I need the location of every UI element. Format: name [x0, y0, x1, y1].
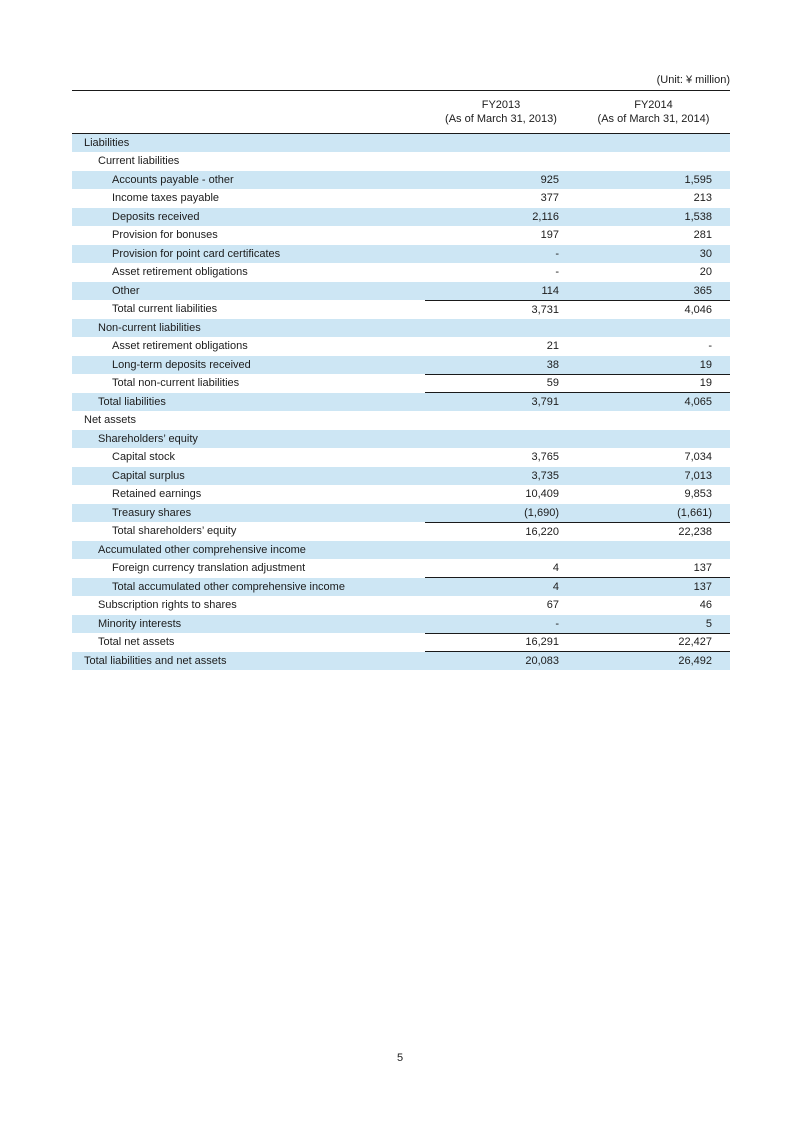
row-label: Total shareholders’ equity: [112, 525, 237, 538]
value-fy2013: [425, 134, 577, 153]
value-fy2013: 20,083: [425, 652, 577, 671]
value-fy2014: [577, 319, 730, 338]
table-body: [72, 134, 730, 671]
table-row: [72, 430, 730, 449]
table-row: [72, 522, 730, 541]
table-row: [72, 282, 730, 301]
value-fy2013: 3,791: [425, 393, 577, 412]
value-fy2013: 16,220: [425, 522, 577, 541]
value-fy2014: 19: [577, 374, 730, 393]
table-row: [72, 485, 730, 504]
table-header: [72, 91, 730, 134]
table-row: [72, 559, 730, 578]
table-row: [72, 171, 730, 190]
value-fy2014: 22,238: [577, 522, 730, 541]
value-fy2014: 46: [699, 599, 712, 612]
value-fy2014: [577, 430, 730, 449]
table-row: [72, 633, 730, 652]
row-label: Retained earnings: [112, 488, 202, 501]
column-header-items: [72, 91, 425, 134]
row-label: Total current liabilities: [112, 303, 218, 316]
value-fy2014: [577, 152, 730, 171]
table-row: [72, 652, 730, 671]
row-label: Total net assets: [98, 636, 175, 649]
row-label: Total liabilities: [98, 395, 166, 408]
table-row: [72, 504, 730, 523]
table-row: [72, 189, 730, 208]
column-header-fy2013: [425, 91, 577, 134]
value-fy2014: 9,853: [684, 488, 712, 501]
row-label: Shareholders’ equity: [98, 432, 198, 445]
table-row: [72, 319, 730, 338]
value-fy2014: 4,046: [577, 300, 730, 319]
row-label: Asset retirement obligations: [112, 340, 248, 353]
row-label: Total non-current liabilities: [112, 377, 240, 390]
row-label: Minority interests: [98, 617, 182, 630]
value-fy2013: 377: [540, 192, 559, 205]
column-title-fy2013: FY2013: [481, 99, 521, 111]
row-label: Capital surplus: [112, 469, 185, 482]
table-row: [72, 300, 730, 319]
row-label: Other: [112, 284, 140, 297]
value-fy2013: 3,731: [425, 300, 577, 319]
balance-sheet-table: [72, 90, 730, 670]
value-fy2014: 213: [693, 192, 712, 205]
value-fy2013: 4: [425, 578, 577, 597]
row-label: Accumulated other comprehensive income: [98, 543, 306, 556]
table-row: [72, 337, 730, 356]
row-label: Capital stock: [112, 451, 175, 464]
table-row: [72, 208, 730, 227]
value-fy2014: 7,034: [684, 451, 712, 464]
value-fy2013: 38: [546, 358, 559, 371]
row-label: Accounts payable - other: [112, 173, 234, 186]
value-fy2014: [577, 134, 730, 153]
value-fy2013: 16,291: [425, 633, 577, 652]
row-label: Long-term deposits received: [112, 358, 251, 371]
row-label: Deposits received: [112, 210, 200, 223]
value-fy2013: 10,409: [525, 488, 559, 501]
row-label: Foreign currency translation adjustment: [112, 562, 306, 575]
value-fy2013: -: [555, 617, 559, 630]
row-label: Total liabilities and net assets: [84, 654, 227, 667]
table-row: [72, 448, 730, 467]
value-fy2014: 137: [577, 578, 730, 597]
value-fy2013: [425, 411, 577, 430]
value-fy2013: -: [555, 247, 559, 260]
row-label: Asset retirement obligations: [112, 266, 248, 279]
column-subtitle-fy2014: (As of March 31, 2014): [597, 113, 710, 125]
value-fy2014: 22,427: [577, 633, 730, 652]
row-label: Provision for point card certificates: [112, 247, 281, 260]
value-fy2013: -: [555, 266, 559, 279]
value-fy2013: 3,765: [531, 451, 559, 464]
value-fy2013: 67: [546, 599, 559, 612]
table-row: [72, 541, 730, 560]
value-fy2014: [577, 411, 730, 430]
row-label: Liabilities: [84, 137, 130, 149]
value-fy2014: 20: [699, 266, 712, 279]
table-row: [72, 134, 730, 153]
page-number: 5: [396, 1052, 404, 1064]
row-label: Net assets: [84, 414, 136, 427]
value-fy2014: 1,538: [684, 210, 712, 223]
row-label: Subscription rights to shares: [98, 599, 237, 612]
value-fy2013: 4: [552, 562, 559, 574]
value-fy2013: [425, 541, 577, 560]
row-label: Income taxes payable: [112, 192, 220, 205]
table-row: [72, 152, 730, 171]
value-fy2014: (1,661): [677, 506, 712, 519]
value-fy2013: 925: [540, 173, 559, 186]
value-fy2013: 59: [425, 374, 577, 393]
table-row: [72, 615, 730, 634]
value-fy2014: 281: [693, 229, 712, 242]
table-header-row: [72, 91, 730, 134]
row-label: Treasury shares: [112, 506, 192, 519]
value-fy2014: 5: [705, 617, 712, 630]
value-fy2013: [425, 319, 577, 338]
column-subtitle-fy2013: (As of March 31, 2013): [445, 113, 557, 125]
table-row: [72, 467, 730, 486]
table-row: [72, 374, 730, 393]
table-row: [72, 226, 730, 245]
unit-label: (Unit: ¥ million): [656, 74, 730, 86]
value-fy2014: 4,065: [577, 393, 730, 412]
value-fy2013: [425, 152, 577, 171]
value-fy2014: 137: [693, 562, 712, 574]
table-row: [72, 578, 730, 597]
value-fy2013: 3,735: [531, 469, 559, 482]
row-label: Total accumulated other comprehensive income: [112, 580, 345, 593]
value-fy2014: 1,595: [684, 173, 712, 186]
table-row: [72, 245, 730, 264]
value-fy2014: 26,492: [577, 652, 730, 671]
value-fy2014: 7,013: [684, 469, 712, 482]
column-title-fy2014: FY2014: [634, 99, 673, 111]
value-fy2013: 21: [546, 340, 559, 353]
value-fy2014: 30: [699, 247, 712, 260]
row-label: Provision for bonuses: [112, 229, 218, 242]
value-fy2013: 114: [541, 284, 559, 297]
row-label: Non-current liabilities: [98, 321, 201, 334]
row-label: Current liabilities: [98, 155, 180, 168]
value-fy2013: 2,116: [532, 210, 559, 223]
table-row: [72, 393, 730, 412]
value-fy2014: [577, 541, 730, 560]
table-row: [72, 596, 730, 615]
table-row: [72, 263, 730, 282]
value-fy2014: 19: [699, 358, 712, 371]
value-fy2014: -: [708, 340, 712, 353]
value-fy2013: (1,690): [524, 506, 559, 519]
table-row: [72, 411, 730, 430]
value-fy2013: 197: [540, 229, 559, 242]
table-row: [72, 356, 730, 375]
value-fy2014: 365: [693, 284, 712, 297]
column-header-fy2014: [577, 91, 730, 134]
value-fy2013: [425, 430, 577, 449]
